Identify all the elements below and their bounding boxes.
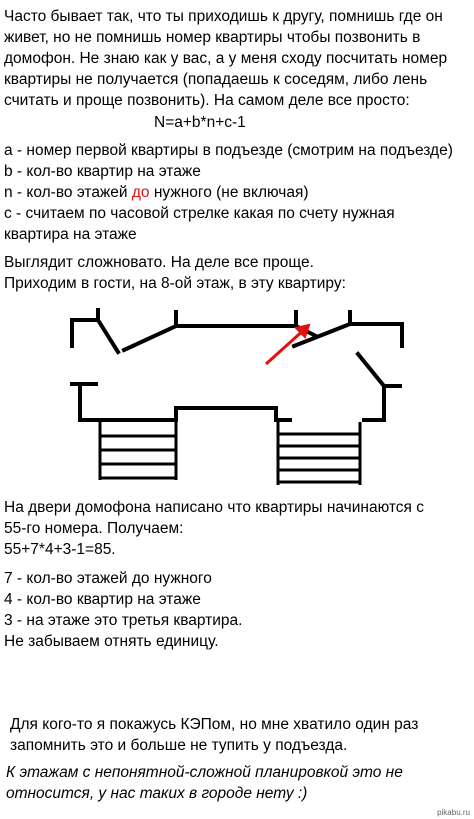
intro-line: живет, но не помнишь номер квартиры чтобы позвонить в — [4, 29, 421, 46]
example-line: На двери домофона написано что квартиры начинаются с — [4, 499, 424, 516]
floor-plan-drawing — [0, 300, 474, 485]
plan-door — [358, 354, 384, 386]
footer-line: Для кого-то я покажусь КЭПом, но мне хватило один раз — [10, 716, 419, 733]
watermark: pikabu.ru — [437, 808, 470, 817]
definition-n-highlight: до — [131, 184, 150, 201]
plan-door — [98, 320, 118, 352]
footer-line: запомнить это и больше не тупить у подъезда. — [10, 737, 348, 754]
plan-wall — [80, 384, 290, 420]
footer-paragraph — [10, 714, 474, 756]
explain-line: 7 - кол-во этажей до нужного — [4, 570, 212, 587]
intro-line: квартиры не получается (попадаешь к соседям, либо лень — [4, 71, 428, 88]
plan-door — [124, 326, 176, 350]
formula: N=a+b*n+c-1 — [154, 114, 246, 131]
definition-n-prefix: n - кол-во этажей — [4, 184, 132, 201]
stairs-left — [100, 420, 176, 480]
explanation-paragraph — [4, 568, 472, 652]
stairs-right — [278, 422, 360, 485]
intro-paragraph — [4, 6, 472, 111]
definition-n-suffix: нужного (не включая) — [149, 184, 309, 201]
italic-line: относится, у нас таких в городе нету :) — [6, 785, 308, 802]
example-paragraph — [4, 497, 472, 560]
definition-c-cont: квартира на этаже — [4, 226, 137, 243]
definitions-block — [4, 140, 472, 245]
definition-c: c - считаем по часовой стрелке какая по счету нужная — [4, 205, 395, 222]
plan-wall — [364, 386, 384, 420]
italic-line: К этажам с непонятной-сложной планировкой это не — [6, 764, 403, 781]
explain-line: 4 - кол-во квартир на этаже — [4, 591, 201, 608]
definition-n — [4, 182, 472, 203]
example-line: 55-го номера. Получаем: — [4, 520, 184, 537]
after-line: Выглядит сложновато. На деле все проще. — [4, 254, 314, 271]
italic-note — [6, 762, 474, 804]
intro-line: домофон. Не знаю как у вас, а у меня сходу посчитать номер — [4, 50, 448, 67]
after-paragraph — [4, 252, 472, 294]
after-line: Приходим в гости, на 8-ой этаж, в эту квартиру: — [4, 275, 346, 292]
plan-wall — [72, 320, 98, 346]
example-line: 55+7*4+3-1=85. — [4, 541, 116, 558]
intro-line: считать и проще позвонить). На самом деле все просто: — [4, 92, 410, 109]
definition-b: b - кол-во квартир на этаже — [4, 163, 201, 180]
plan-wall — [350, 324, 402, 346]
intro-line: Часто бывает так, что ты приходишь к другу, помнишь где он — [4, 8, 443, 25]
definition-a: a - номер первой квартиры в подъезде (смотрим на подъезде) — [4, 142, 453, 159]
explain-line: Не забываем отнять единицу. — [4, 633, 219, 650]
explain-line: 3 - на этаже это третья квартира. — [4, 612, 243, 629]
